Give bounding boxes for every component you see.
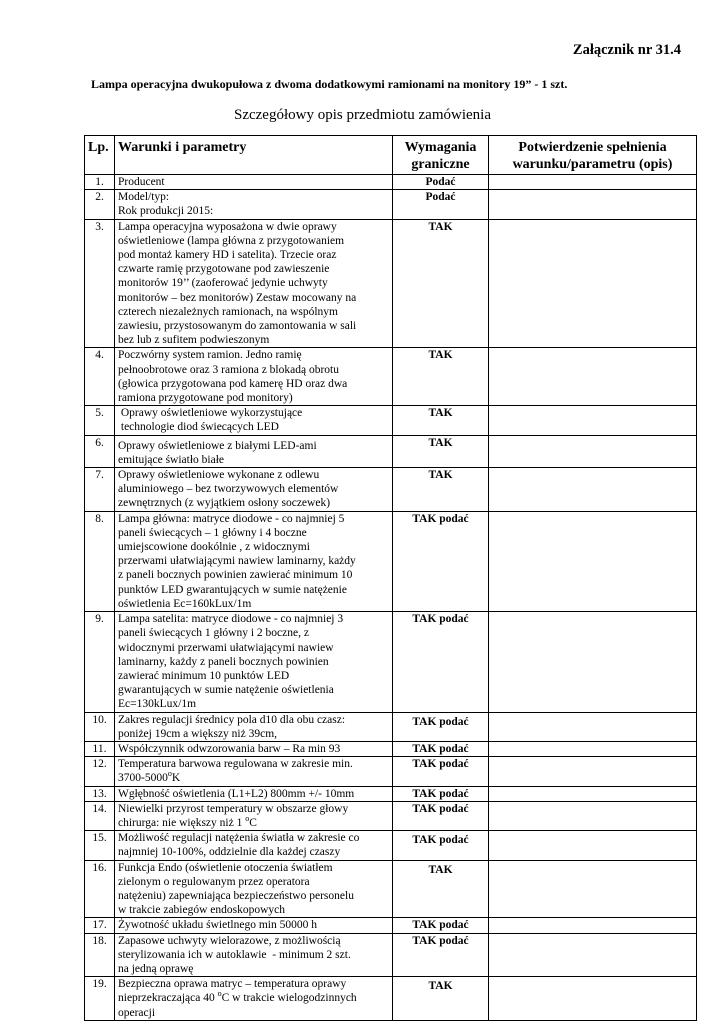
table-row xyxy=(85,831,697,860)
row-confirmation-cell[interactable] xyxy=(489,511,697,611)
table-header-row xyxy=(85,136,697,175)
row-confirmation-cell[interactable] xyxy=(489,435,697,467)
row-requirement: Podać xyxy=(393,190,489,219)
table-row xyxy=(85,801,697,830)
row-confirmation-cell[interactable] xyxy=(489,175,697,190)
row-requirement: TAK podać xyxy=(393,712,489,741)
row-confirmation-cell[interactable] xyxy=(489,612,697,712)
row-confirmation-cell[interactable] xyxy=(489,190,697,219)
row-number: 9. xyxy=(85,612,115,712)
row-confirmation-cell[interactable] xyxy=(489,712,697,741)
table-row xyxy=(85,977,697,1021)
column-header-confirmation-line1: Potwierdzenie spełnienia xyxy=(518,140,667,155)
row-requirement: TAK xyxy=(393,435,489,467)
table-row xyxy=(85,918,697,933)
row-description: Temperatura barwowa regulowana w zakresie min. 3700-5000$^o$K xyxy=(115,757,393,786)
row-number: 19. xyxy=(85,977,115,1021)
table-row xyxy=(85,786,697,801)
row-confirmation-cell[interactable] xyxy=(489,468,697,512)
row-number: 13. xyxy=(85,786,115,801)
row-description: Model/typ: Rok produkcji 2015: xyxy=(115,190,393,219)
row-description: Bezpieczna oprawa matryc – temperatura oprawy nieprzekraczająca 40 $^o$C w trakcie wielogodzinnych operacji xyxy=(115,977,393,1021)
table-row xyxy=(85,219,697,348)
row-description: Lampa satelita: matryce diodowe - co najmniej 3 paneli świecących 1 główny i 2 boczne, z widocznymi przerwami ułatwiającymi nawiew laminarny, każdy z paneli bocznych powinien zawierać minimum 10 punktów LED gwarantujących w sumie natężenie oświetlenia Ec=130kLux/1m xyxy=(115,612,393,712)
row-requirement: TAK xyxy=(393,860,489,918)
column-header-requirements-line1: Wymagania xyxy=(404,140,477,155)
table-row xyxy=(85,712,697,741)
row-confirmation-cell[interactable] xyxy=(489,860,697,918)
table-row xyxy=(85,511,697,611)
row-number: 10. xyxy=(85,712,115,741)
row-description: Lampa główna: matryce diodowe - co najmniej 5 paneli świecących – 1 główny i 4 boczne umiejscowione dookólnie , z widocznymi przerwami ułatwiającymi nawiew laminarny, każdy z paneli bocznych powinien zawierać minimum 10 punktów LED gwarantujących w sumie natężenie oświetlenia Ec=160kLux/1m xyxy=(115,511,393,611)
row-number: 15. xyxy=(85,831,115,860)
row-description: Zakres regulacji średnicy pola d10 dla obu czasz: poniżej 19cm a większy niż 39cm, xyxy=(115,712,393,741)
table-row xyxy=(85,933,697,977)
annex-number: Załącznik nr 31.4 xyxy=(572,42,681,58)
row-requirement: TAK xyxy=(393,348,489,406)
column-header-lp: Lp. xyxy=(85,136,115,175)
table-row xyxy=(85,348,697,406)
row-number: 17. xyxy=(85,918,115,933)
row-description: Poczwórny system ramion. Jedno ramię pełnoobrotowe oraz 3 ramiona z blokadą obrotu (głowica przygotowana pod kamerę HD oraz dwa ramiona przygotowane pod monitory) xyxy=(115,348,393,406)
table-row xyxy=(85,190,697,219)
row-confirmation-cell[interactable] xyxy=(489,406,697,435)
table-row xyxy=(85,757,697,786)
row-requirement: TAK podać xyxy=(393,511,489,611)
row-requirement: TAK xyxy=(393,468,489,512)
row-requirement: TAK podać xyxy=(393,918,489,933)
column-header-requirements-line2: graniczne xyxy=(411,157,470,172)
row-confirmation-cell[interactable] xyxy=(489,977,697,1021)
row-number: 4. xyxy=(85,348,115,406)
row-confirmation-cell[interactable] xyxy=(489,348,697,406)
row-requirement: TAK podać xyxy=(393,786,489,801)
row-requirement: TAK xyxy=(393,977,489,1021)
column-header-confirmation xyxy=(489,136,697,175)
row-number: 3. xyxy=(85,219,115,348)
row-confirmation-cell[interactable] xyxy=(489,786,697,801)
row-number: 12. xyxy=(85,757,115,786)
table-row xyxy=(85,741,697,756)
row-description: Niewielki przyrost temperatury w obszarze głowy chirurga: nie większy niż 1 $^o$C xyxy=(115,801,393,830)
row-description: Oprawy oświetleniowe wykorzystujące technologie diod świecących LED xyxy=(115,406,393,435)
row-number: 11. xyxy=(85,741,115,756)
row-confirmation-cell[interactable] xyxy=(489,918,697,933)
row-requirement: TAK podać xyxy=(393,612,489,712)
row-number: 7. xyxy=(85,468,115,512)
row-description: Wgłębność oświetlenia (L1+L2) 800mm +/- 10mm xyxy=(115,786,393,801)
row-number: 18. xyxy=(85,933,115,977)
table-row xyxy=(85,468,697,512)
row-requirement: TAK podać xyxy=(393,757,489,786)
row-description: Współczynnik odwzorowania barw – Ra min 93 xyxy=(115,741,393,756)
table-row xyxy=(85,612,697,712)
row-confirmation-cell[interactable] xyxy=(489,801,697,830)
row-number: 8. xyxy=(85,511,115,611)
table-row xyxy=(85,860,697,918)
table-row xyxy=(85,406,697,435)
row-number: 1. xyxy=(85,175,115,190)
row-description: Oprawy oświetleniowe wykonane z odlewu aluminiowego – bez tworzywowych elementów zewnętrznych (z wyjątkiem osłony soczewek) xyxy=(115,468,393,512)
row-number: 6. xyxy=(85,435,115,467)
row-requirement: TAK podać xyxy=(393,801,489,830)
row-number: 5. xyxy=(85,406,115,435)
row-number: 14. xyxy=(85,801,115,830)
row-description: Możliwość regulacji natężenia światła w zakresie co najmniej 10-100%, oddzielnie dla każdej czaszy xyxy=(115,831,393,860)
row-confirmation-cell[interactable] xyxy=(489,831,697,860)
table-row xyxy=(85,175,697,190)
row-confirmation-cell[interactable] xyxy=(489,757,697,786)
row-confirmation-cell[interactable] xyxy=(489,741,697,756)
document-title: Szczegółowy opis przedmiotu zamówienia xyxy=(233,107,491,123)
row-requirement: TAK podać xyxy=(393,741,489,756)
column-header-confirmation-line2: warunku/parametru (opis) xyxy=(512,157,673,172)
row-requirement: Podać xyxy=(393,175,489,190)
row-description: Producent xyxy=(115,175,393,190)
column-header-conditions: Warunki i parametry xyxy=(115,136,393,175)
row-description: Żywotność układu świetlnego min 50000 h xyxy=(115,918,393,933)
column-header-requirements xyxy=(393,136,489,175)
row-confirmation-cell[interactable] xyxy=(489,219,697,348)
row-requirement: TAK xyxy=(393,219,489,348)
row-requirement: TAK podać xyxy=(393,933,489,977)
row-confirmation-cell[interactable] xyxy=(489,933,697,977)
row-description: Funkcja Endo (oświetlenie otoczenia światłem zielonym o regulowanym przez operatora natężeniu) zapewniająca bezpieczeństwo personelu w trakcie zabiegów endoskopowych xyxy=(115,860,393,918)
row-number: 16. xyxy=(85,860,115,918)
subject-line: Lampa operacyjna dwukopułowa z dwoma dodatkowymi ramionami na monitory 19” - 1 szt. xyxy=(91,77,568,91)
row-description: Oprawy oświetleniowe z białymi LED-ami emitujące światło białe xyxy=(115,435,393,467)
specification-table xyxy=(84,135,697,1021)
row-number: 2. xyxy=(85,190,115,219)
row-requirement: TAK podać xyxy=(393,831,489,860)
row-description: Zapasowe uchwyty wielorazowe, z możliwością sterylizowania ich w autoklawie - minimum 2 szt. na jedną oprawę xyxy=(115,933,393,977)
row-description: Lampa operacyjna wyposażona w dwie oprawy oświetleniowe (lampa główna z przygotowaniem pod montaż kamery HD i satelita). Trzecie oraz czwarte ramię przygotowane pod zawieszenie monitorów 19’’ (zaoferować jedynie uchwyty monitorów – bez monitorów) Zestaw mocowany na czterech niezależnych ramionach, na wspólnym zawiesiu, przystosowanym do zamontowania w sali bez lub z sufitem podwieszonym xyxy=(115,219,393,348)
row-requirement: TAK xyxy=(393,406,489,435)
table-row xyxy=(85,435,697,467)
